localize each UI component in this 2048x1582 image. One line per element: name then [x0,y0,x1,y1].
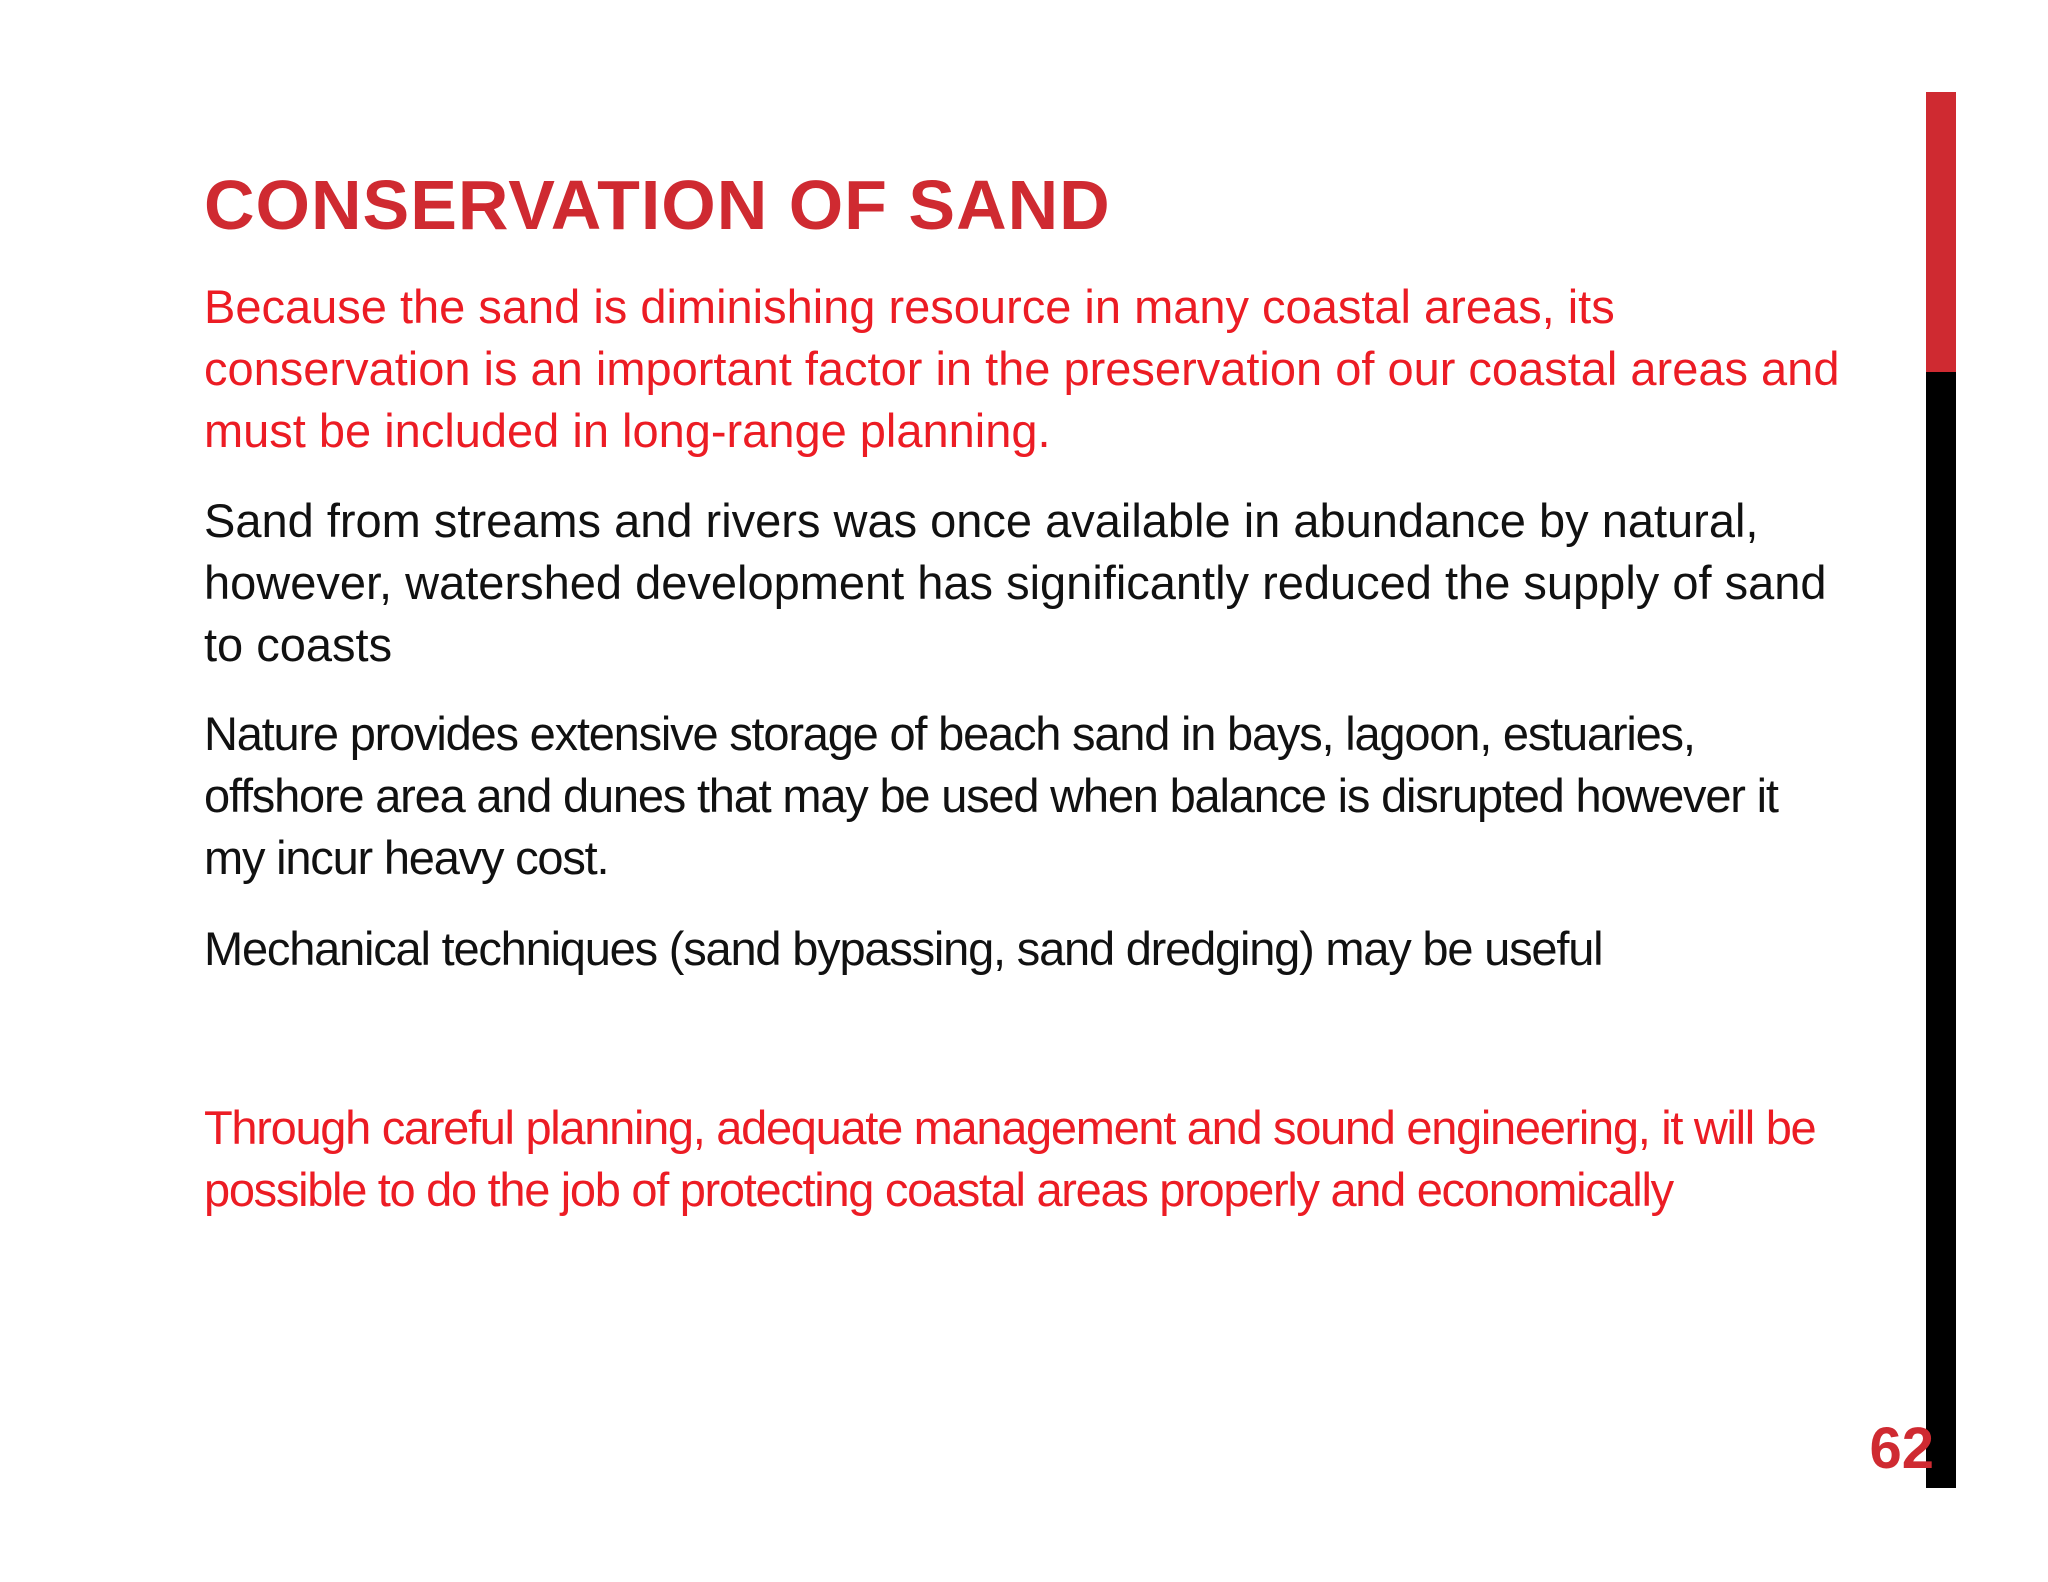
page-number: 62 [1869,1416,1934,1481]
nature-storage-paragraph: Nature provides extensive storage of beach sand in bays, lagoon, estuaries, offshore area and dunes that may be used when balance is disrupted however it my incur heavy cost. [204,707,1778,884]
accent-bar-black [1926,372,1956,1488]
slide-title: CONSERVATION OF SAND [204,166,1111,244]
conclusion-paragraph: Through careful planning, adequate management and sound engineering, it will be possible to do the job of protecting coastal areas properly and economically [204,1101,1816,1216]
accent-bar-red [1926,92,1956,372]
streams-rivers-paragraph: Sand from streams and rivers was once available in abundance by natural, however, watershed development has significantly reduced the supply of sand to coasts [204,494,1827,671]
mechanical-techniques-paragraph: Mechanical techniques (sand bypassing, sand dredging) may be useful [204,922,1603,975]
intro-paragraph: Because the sand is diminishing resource in many coastal areas, its conservation is an important factor in the preservation of our coastal areas and must be included in long-range planning. [204,280,1840,457]
